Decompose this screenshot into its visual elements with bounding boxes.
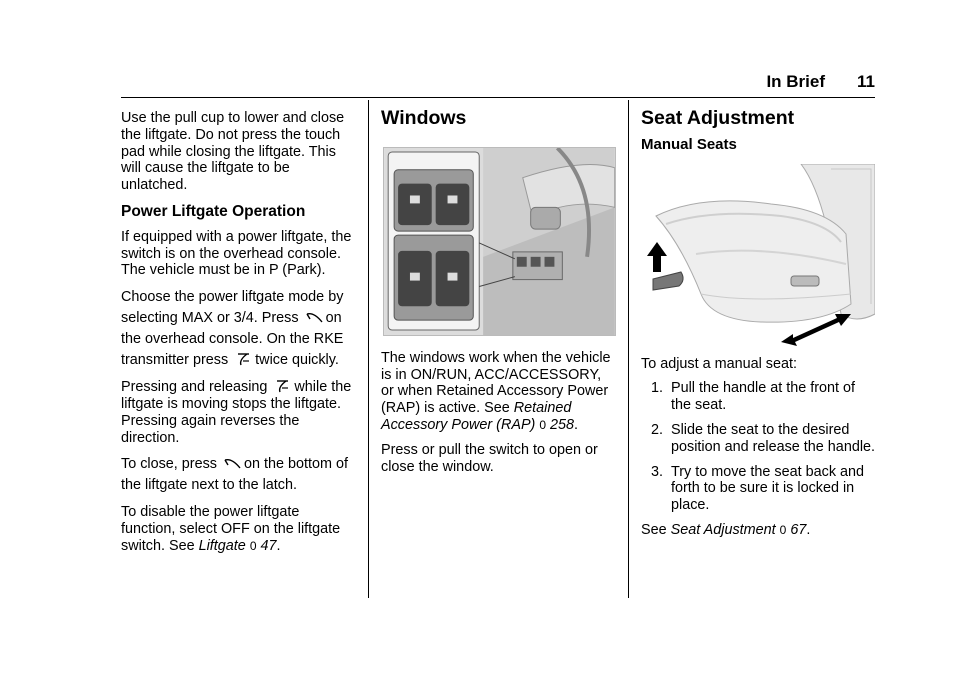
ref-arrow: 0 [539,417,547,432]
cross-reference-link[interactable]: Liftgate [198,537,246,554]
step-text: Pull the handle at the front of the seat. [671,380,856,414]
text: The windows work when the vehicle is in ON/RUN, ACC/ACCESSORY, or when Retained Accessory Power (RAP) is active. See [381,349,611,417]
text: . [806,521,811,538]
text: . [574,416,579,433]
text: on the overhead console. On the RKE transmitter press [121,310,344,369]
text: on the bottom of the liftgate next to the latch. [121,456,348,494]
rke-liftgate-icon [235,352,252,366]
paragraph [641,522,877,539]
paragraph: If equipped with a power liftgate, the switch is on the overhead console. The vehicle must be in P (Park). [121,228,352,279]
seat-adjustment-heading: Seat Adjustment [641,107,795,129]
page-number: 11 [857,72,875,91]
section-title: In Brief [766,72,825,91]
list-item [641,422,877,456]
paragraph [121,504,357,554]
power-liftgate-heading: Power Liftgate Operation [121,202,306,220]
manual-seats-subheading: Manual Seats [641,135,737,153]
text: . [276,537,281,554]
column-seat-adjustment [641,107,877,547]
text: Pressing and releasing [121,379,268,396]
step-text: Slide the seat to the desired position and release the handle. [671,421,876,455]
text: twice quickly. [255,352,339,369]
cross-reference-link[interactable]: Retained Accessory Power (RAP) [381,400,572,433]
page-reference[interactable]: 47 [260,537,277,554]
liftgate-button-icon [224,456,241,470]
header-rule [121,97,875,98]
column-liftgate [121,110,357,563]
page-reference[interactable]: 258 [550,416,575,433]
text: See [641,521,667,538]
column-divider [368,100,369,598]
paragraph: Press or pull the switch to open or close the window. [381,441,598,475]
paragraph [121,287,357,371]
ref-arrow: 0 [249,538,257,553]
step-number: 3. [650,463,663,480]
list-item [641,380,877,414]
text: To close, press [121,456,217,473]
liftgate-button-icon [306,310,323,324]
page-reference[interactable]: 67 [790,521,807,538]
cross-reference-link[interactable]: Seat Adjustment [670,521,776,538]
paragraph [121,379,357,446]
paragraph [121,454,357,496]
rke-liftgate-icon [274,379,291,393]
column-windows [381,107,616,483]
text: while the liftgate is moving stops the liftgate. Pressing again reverses the direction. [121,379,352,446]
page-header [0,72,875,96]
window-switch-illustration [383,147,616,336]
column-divider [628,100,629,598]
paragraph [381,350,616,434]
step-number: 1. [650,380,663,397]
step-text: Try to move the seat back and forth to be sure it is locked in place. [671,463,865,514]
manual-seat-illustration [641,164,875,346]
steps-list [641,380,877,514]
list-item [641,464,877,514]
text: To disable the power liftgate function, select OFF on the liftgate switch. See [121,504,341,554]
text: Choose the power liftgate mode by selecting MAX or 3/4. Press [121,289,344,327]
windows-heading: Windows [381,107,467,129]
intro-paragraph: Use the pull cup to lower and close the liftgate. Do not press the touch pad while closing the liftgate. This will cause the liftgate to be unlatched. [121,110,345,194]
paragraph: To adjust a manual seat: [641,355,797,372]
step-number: 2. [650,421,663,438]
ref-arrow: 0 [779,522,787,537]
